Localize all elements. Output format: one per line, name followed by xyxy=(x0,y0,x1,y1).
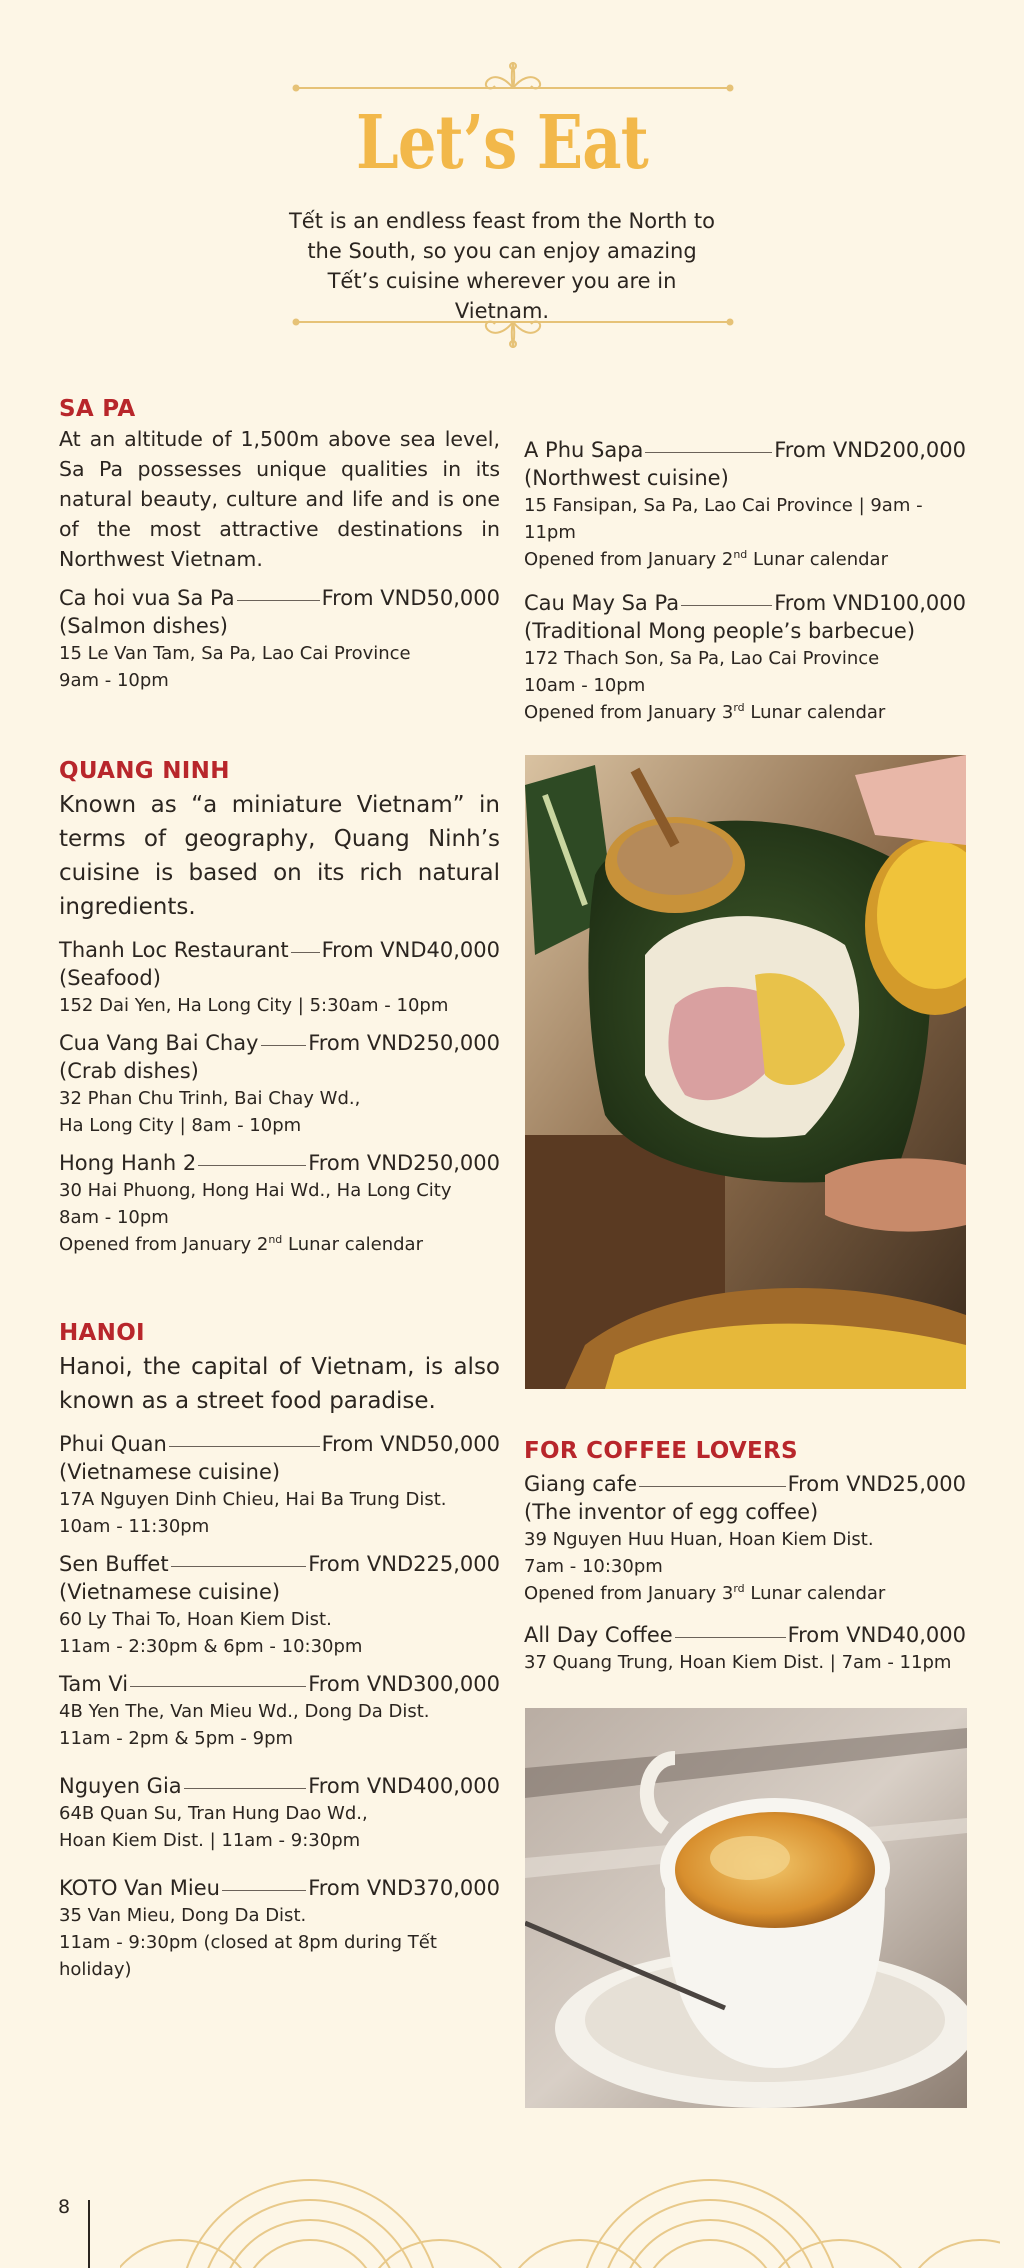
restaurant-price: From VND40,000 xyxy=(787,1623,966,1647)
restaurant-name: Sen Buffet xyxy=(59,1552,169,1576)
restaurant-hours: 9am - 10pm xyxy=(59,670,169,691)
restaurant-opened: Opened from January 2nd Lunar calendar xyxy=(524,548,888,570)
leader-line xyxy=(184,1788,307,1789)
restaurant-hours: 11am - 2pm & 5pm - 9pm xyxy=(59,1728,294,1749)
restaurant-price: From VND50,000 xyxy=(321,1432,500,1456)
restaurant-price: From VND370,000 xyxy=(308,1876,500,1900)
restaurant-address: 39 Nguyen Huu Huan, Hoan Kiem Dist. xyxy=(524,1529,874,1550)
restaurant-cuisine: (Crab dishes) xyxy=(59,1059,199,1083)
restaurant-name: KOTO Van Mieu xyxy=(59,1876,220,1900)
section-heading: HANOI xyxy=(59,1320,145,1346)
section-heading: SA PA xyxy=(59,396,136,422)
restaurant-price: From VND400,000 xyxy=(308,1774,500,1798)
restaurant-opened: Opened from January 2nd Lunar calendar xyxy=(59,1233,423,1255)
section-heading: QUANG NINH xyxy=(59,758,230,784)
restaurant-name: All Day Coffee xyxy=(524,1623,673,1647)
restaurant-price: From VND40,000 xyxy=(321,938,500,962)
restaurant-entry xyxy=(524,436,966,573)
section-description: Hanoi, the capital of Vietnam, is also known as a street food paradise. xyxy=(59,1354,500,1414)
restaurant-name: Ca hoi vua Sa Pa xyxy=(59,586,235,610)
restaurant-price: From VND300,000 xyxy=(308,1672,500,1696)
restaurant-address: Hoan Kiem Dist. | 11am - 9:30pm xyxy=(59,1830,361,1851)
restaurant-address: Ha Long City | 8am - 10pm xyxy=(59,1115,302,1136)
leader-line xyxy=(261,1045,307,1046)
leader-line xyxy=(130,1686,306,1687)
restaurant-entry xyxy=(59,1550,500,1660)
restaurant-address: 15 Fansipan, Sa Pa, Lao Cai Province | 9am - 11pm xyxy=(524,495,923,543)
section-quangninh xyxy=(59,758,500,1258)
restaurant-address: 30 Hai Phuong, Hong Hai Wd., Ha Long City xyxy=(59,1180,452,1201)
restaurant-name: Nguyen Gia xyxy=(59,1774,182,1798)
restaurant-entry xyxy=(59,1149,500,1258)
leader-line xyxy=(198,1165,306,1166)
page-divider xyxy=(88,2200,90,2268)
restaurant-entry xyxy=(59,1430,500,1540)
restaurant-name: A Phu Sapa xyxy=(524,438,644,462)
top-ornament xyxy=(290,58,736,94)
restaurant-name: Hong Hanh 2 xyxy=(59,1151,197,1175)
leader-line xyxy=(681,605,772,606)
restaurant-cuisine: (Traditional Mong people’s barbecue) xyxy=(524,619,916,643)
section-heading: FOR COFFEE LOVERS xyxy=(524,1438,798,1464)
restaurant-entry xyxy=(524,589,966,726)
page-number: 8 xyxy=(58,2196,71,2218)
food-photo xyxy=(525,755,966,1389)
restaurant-price: From VND100,000 xyxy=(774,591,966,615)
footer-cloud-pattern xyxy=(120,2170,1000,2268)
restaurant-entry xyxy=(524,1470,966,1607)
section-description: Known as “a miniature Vietnam” in terms of geography, Quang Ninh’s cuisine is based on its rich natural ingredients. xyxy=(59,792,500,920)
restaurant-price: From VND50,000 xyxy=(321,586,500,610)
restaurant-entry xyxy=(59,584,500,694)
restaurant-price: From VND250,000 xyxy=(308,1031,500,1055)
section-sapa xyxy=(59,396,500,694)
coffee-photo xyxy=(525,1708,967,2108)
restaurant-price: From VND200,000 xyxy=(774,438,966,462)
restaurant-price: From VND250,000 xyxy=(308,1151,500,1175)
restaurant-entry xyxy=(59,1874,500,1983)
restaurant-name: Thanh Loc Restaurant xyxy=(59,938,289,962)
restaurant-hours: 7am - 10:30pm xyxy=(524,1556,663,1577)
leader-line xyxy=(291,952,320,953)
restaurant-entry xyxy=(59,936,500,1019)
leader-line xyxy=(237,600,320,601)
section-hanoi xyxy=(59,1320,500,1983)
restaurant-address: 35 Van Mieu, Dong Da Dist. xyxy=(59,1905,307,1926)
leader-line xyxy=(639,1486,786,1487)
restaurant-name: Cau May Sa Pa xyxy=(524,591,680,615)
intro-text: Tết is an endless feast from the North to the South, so you can enjoy amazing Tết’s cuisine wherever you are in Vietnam. xyxy=(288,209,716,323)
restaurant-address: 64B Quan Su, Tran Hung Dao Wd., xyxy=(59,1803,368,1824)
bottom-ornament xyxy=(290,312,736,356)
restaurant-hours: 11am - 9:30pm (closed at 8pm during Tết holiday) xyxy=(59,1932,437,1980)
restaurant-cuisine: (Seafood) xyxy=(59,966,161,990)
restaurant-price: From VND25,000 xyxy=(787,1472,966,1496)
restaurant-cuisine: (Vietnamese cuisine) xyxy=(59,1460,281,1484)
restaurant-name: Giang cafe xyxy=(524,1472,638,1496)
restaurant-cuisine: (The inventor of egg coffee) xyxy=(524,1500,819,1524)
restaurant-address: 60 Ly Thai To, Hoan Kiem Dist. xyxy=(59,1609,332,1630)
restaurant-entry xyxy=(59,1029,500,1139)
restaurant-price: From VND225,000 xyxy=(308,1552,500,1576)
restaurant-address: 172 Thach Son, Sa Pa, Lao Cai Province xyxy=(524,648,880,669)
restaurant-address: 15 Le Van Tam, Sa Pa, Lao Cai Province xyxy=(59,643,411,664)
restaurant-cuisine: (Northwest cuisine) xyxy=(524,466,729,490)
section-coffee xyxy=(524,1438,966,1676)
leader-line xyxy=(169,1446,320,1447)
section-sapa-continued xyxy=(524,436,966,726)
restaurant-address: 17A Nguyen Dinh Chieu, Hai Ba Trung Dist. xyxy=(59,1489,447,1510)
restaurant-address: 152 Dai Yen, Ha Long City | 5:30am - 10pm xyxy=(59,995,449,1016)
restaurant-hours: 10am - 10pm xyxy=(524,675,646,696)
restaurant-name: Phui Quan xyxy=(59,1432,167,1456)
restaurant-entry xyxy=(524,1621,966,1676)
restaurant-address: 32 Phan Chu Trinh, Bai Chay Wd., xyxy=(59,1088,361,1109)
leader-line xyxy=(675,1637,786,1638)
leader-line xyxy=(222,1890,306,1891)
leader-line xyxy=(645,452,772,453)
restaurant-name: Tam Vi xyxy=(59,1672,129,1696)
restaurant-name: Cua Vang Bai Chay xyxy=(59,1031,259,1055)
restaurant-hours: 8am - 10pm xyxy=(59,1207,169,1228)
restaurant-cuisine: (Vietnamese cuisine) xyxy=(59,1580,281,1604)
restaurant-address: 37 Quang Trung, Hoan Kiem Dist. | 7am - 11pm xyxy=(524,1652,952,1673)
restaurant-opened: Opened from January 3rd Lunar calendar xyxy=(524,1582,886,1604)
restaurant-address: 4B Yen The, Van Mieu Wd., Dong Da Dist. xyxy=(59,1701,430,1722)
section-description: At an altitude of 1,500m above sea level, Sa Pa possesses unique qualities in its natural beauty, culture and life and is one of the most attractive destinations in Northwest Vietnam. xyxy=(59,427,500,571)
restaurant-entry xyxy=(59,1772,500,1854)
restaurant-hours: 10am - 11:30pm xyxy=(59,1516,210,1537)
restaurant-cuisine: (Salmon dishes) xyxy=(59,614,228,638)
restaurant-opened: Opened from January 3rd Lunar calendar xyxy=(524,701,886,723)
restaurant-hours: 11am - 2:30pm & 6pm - 10:30pm xyxy=(59,1636,363,1657)
restaurant-entry xyxy=(59,1670,500,1752)
leader-line xyxy=(171,1566,307,1567)
page-title: Let’s Eat xyxy=(356,100,648,186)
